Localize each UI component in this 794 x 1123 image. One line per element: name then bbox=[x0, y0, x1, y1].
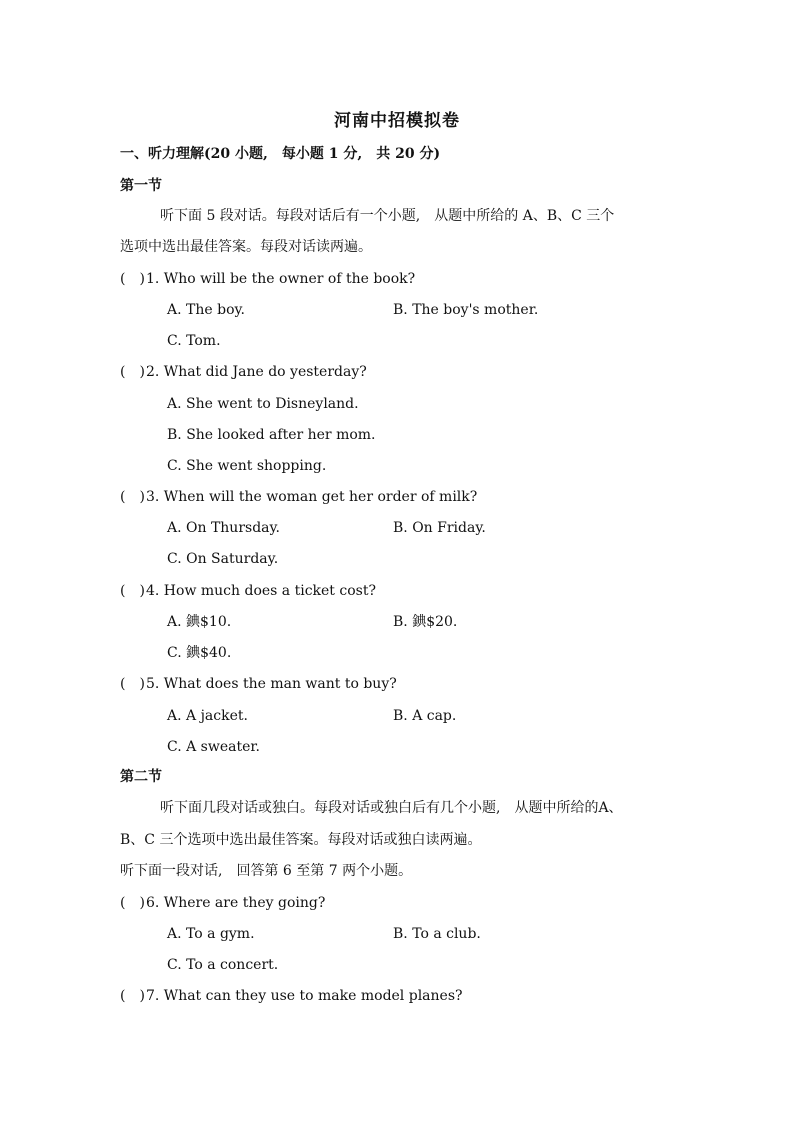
option-a: A. To a gym. bbox=[167, 926, 255, 942]
question-text: 2. What did Jane do yesterday? bbox=[146, 364, 367, 380]
option-a: A. She went to Disneyland. bbox=[167, 396, 359, 412]
option-c: C. To a concert. bbox=[167, 957, 279, 973]
question-text: 1. Who will be the owner of the book? bbox=[146, 271, 416, 287]
question-5 bbox=[120, 674, 397, 694]
question-1 bbox=[120, 269, 415, 289]
part2-label: 第二节 bbox=[120, 769, 162, 785]
page-title: 河南中招模拟卷 bbox=[334, 111, 460, 131]
answer-blank[interactable]: ( ) bbox=[120, 489, 145, 505]
section-heading: 一、听力理解(20 小题, 每小题 1 分, 共 20 分) bbox=[120, 146, 441, 162]
answer-blank[interactable]: ( ) bbox=[120, 364, 145, 380]
answer-blank[interactable]: ( ) bbox=[120, 271, 145, 287]
question-text: 7. What can they use to make model planes? bbox=[146, 988, 463, 1004]
option-b: B. To a club. bbox=[393, 926, 481, 942]
question-text: 4. How much does a ticket cost? bbox=[146, 583, 376, 599]
question-7 bbox=[120, 986, 463, 1006]
part1-label: 第一节 bbox=[120, 178, 162, 194]
option-b: B. On Friday. bbox=[393, 520, 486, 536]
answer-blank[interactable]: ( ) bbox=[120, 895, 145, 911]
option-a: A. On Thursday. bbox=[167, 520, 281, 536]
part1-instructions-line2: 选项中选出最佳答案。每段对话读两遍。 bbox=[120, 239, 372, 255]
option-c: C. On Saturday. bbox=[167, 551, 279, 567]
question-text: 6. Where are they going? bbox=[146, 895, 326, 911]
option-a: A. The boy. bbox=[167, 302, 245, 318]
question-text: 3. When will the woman get her order of milk? bbox=[146, 489, 478, 505]
part2-instructions-line1: 听下面几段对话或独白。每段对话或独白后有几个小题, 从题中所给的A、 bbox=[160, 800, 623, 816]
option-b: B. The boy's mother. bbox=[393, 302, 539, 318]
option-b: B. She looked after her mom. bbox=[167, 427, 376, 443]
part1-instructions-line1: 听下面 5 段对话。每段对话后有一个小题, 从题中所给的 A、B、C 三个 bbox=[160, 208, 615, 224]
question-2 bbox=[120, 362, 367, 382]
answer-blank[interactable]: ( ) bbox=[120, 583, 145, 599]
answer-blank[interactable]: ( ) bbox=[120, 988, 145, 1004]
question-text: 5. What does the man want to buy? bbox=[146, 676, 397, 692]
question-4 bbox=[120, 581, 376, 601]
option-b: B. A cap. bbox=[393, 708, 457, 724]
option-c: C. She went shopping. bbox=[167, 458, 327, 474]
option-a: A. 錪$10. bbox=[167, 614, 232, 630]
option-b: B. 錪$20. bbox=[393, 614, 458, 630]
option-c: C. A sweater. bbox=[167, 739, 260, 755]
option-c: C. 錪$40. bbox=[167, 645, 232, 661]
part2-sub-instruction: 听下面一段对话, 回答第 6 至第 7 两个小题。 bbox=[120, 863, 413, 879]
part2-instructions-line2: B、C 三个选项中选出最佳答案。每段对话或独白读两遍。 bbox=[120, 832, 482, 848]
question-3 bbox=[120, 487, 477, 507]
option-c: C. Tom. bbox=[167, 333, 221, 349]
option-a: A. A jacket. bbox=[167, 708, 248, 724]
answer-blank[interactable]: ( ) bbox=[120, 676, 145, 692]
question-6 bbox=[120, 893, 325, 913]
